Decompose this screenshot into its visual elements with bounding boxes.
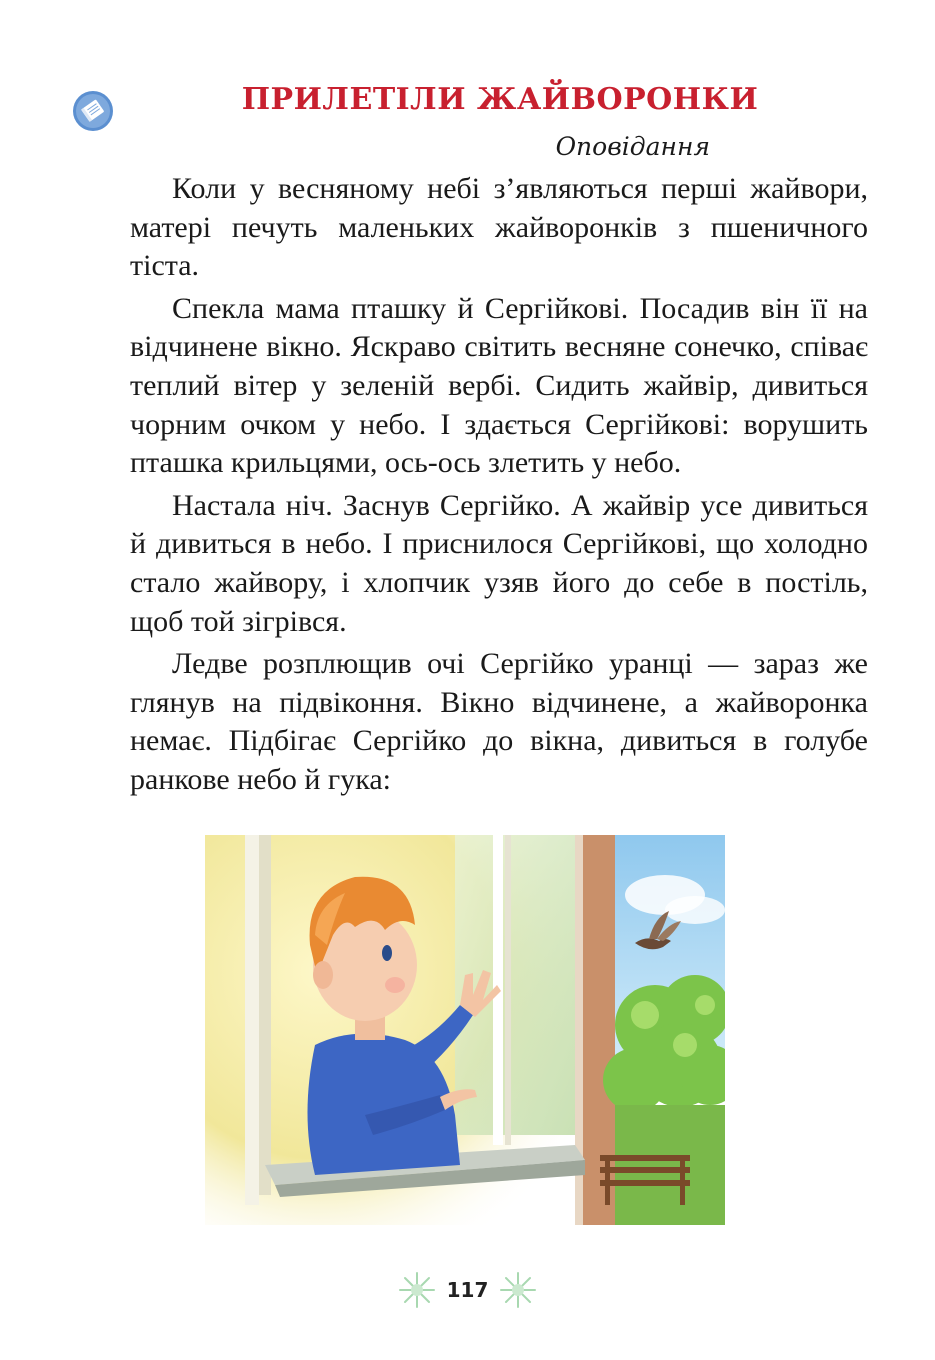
page-footer bbox=[0, 1268, 935, 1312]
story-text bbox=[130, 170, 868, 804]
snowflake-ornament-icon bbox=[397, 1270, 437, 1310]
page-subtitle: Оповідання bbox=[555, 132, 710, 161]
story-paragraph: Спекла мама пташку й Сергійкові. Посадив він її на відчинене вікно. Яскраво світить весняне сонечко, співає теплий вітер у зеленій вербі. Сидить жайвір, дивиться чорним очком у небо. І здається Сергійкові: ворушить пташка крильцями, ось-ось злетить у небо. bbox=[130, 291, 868, 480]
page-number: 117 bbox=[446, 1278, 489, 1302]
boy-at-window-illustration bbox=[205, 835, 725, 1225]
page-title: ПРИЛЕТІЛИ ЖАЙВОРОНКИ bbox=[241, 82, 759, 117]
story-paragraph: Коли у весняному небі з’являються перші жайвори, матері печуть маленьких жайворонків з пшеничного тіста. bbox=[130, 172, 868, 283]
book-badge-icon bbox=[72, 90, 114, 132]
snowflake-ornament-icon bbox=[498, 1270, 538, 1310]
story-paragraph: Ледве розплющив очі Сергійко уранці — зараз же глянув на підвіконня. Вікно відчинене, а жайворонка немає. Підбігає Сергійко до вікна, дивиться в голубе ранкове небо й гука: bbox=[130, 647, 868, 796]
story-paragraph: Настала ніч. Заснув Сергійко. А жайвір усе дивиться й дивиться в небо. І приснилося Сергійкові, що холодно стало жайвору, і хлопчик узяв його до себе в постіль, щоб той зігрівся. bbox=[130, 488, 868, 638]
